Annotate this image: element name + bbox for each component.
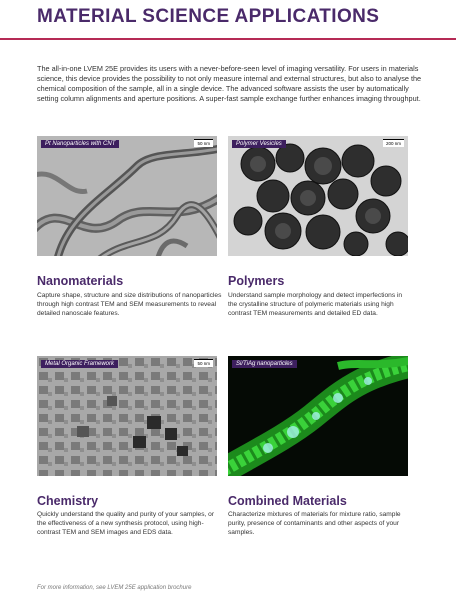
- image-tag: Polymer Vesicles: [232, 140, 286, 148]
- footer-note: For more information, see LVEM 25E application brochure: [37, 585, 192, 591]
- scale-bar: 50 nm: [194, 139, 213, 147]
- section-title-polymers: Polymers: [228, 274, 285, 288]
- section-title-combined-materials: Combined Materials: [228, 494, 347, 508]
- scale-bar: 200 nm: [383, 139, 404, 147]
- nanomaterials-image: [37, 136, 217, 256]
- section-desc-combined-materials: Characterize mixtures of materials for mixture ratio, sample purity, presence of contaminants and other aspects of your samples.: [228, 511, 401, 536]
- vesicles-micrograph: [228, 136, 408, 256]
- page-title: MATERIAL SCIENCE APPLICATIONS: [37, 6, 380, 27]
- eds-map: [228, 356, 408, 476]
- chemistry-image: [37, 356, 217, 476]
- title-divider: [0, 38, 456, 40]
- cnt-micrograph: [37, 136, 217, 256]
- mof-micrograph: [37, 356, 217, 476]
- polymers-image: [228, 136, 408, 256]
- image-tag: Metal Organic Framework: [41, 360, 118, 368]
- section-desc-nanomaterials: Capture shape, structure and size distributions of nanoparticles through high contrast TEM and SEM measurements to reveal detailed nanoscale features.: [37, 292, 222, 317]
- section-desc-chemistry: Quickly understand the quality and purity of your samples, or the effectiveness of a new synthesis protocol, using high-contrast TEM and SEM images and EDS data.: [37, 511, 215, 536]
- image-tag: Si/TiAg nanoparticles: [232, 360, 297, 368]
- section-desc-polymers: Understand sample morphology and detect imperfections in the crystalline structure of polymeric materials using high contrast TEM measurements and detailed ED data.: [228, 292, 403, 317]
- image-tag: Pt Nanoparticles with CNT: [41, 140, 119, 148]
- intro-paragraph: The all-in-one LVEM 25E provides its users with a never-before-seen level of imaging versatility. For users in materials science, this device provides the possibility to not only measure internal and external structures, but also to analyse the chemical composition of the sample, all in a single device. The advanced software assists the user by automatically setting column alignments and aperture positions. A super-fast sample exchange further enhances imaging throughput.: [37, 64, 422, 104]
- scale-bar: 50 nm: [194, 359, 213, 367]
- section-title-chemistry: Chemistry: [37, 494, 99, 508]
- combined-materials-image: [228, 356, 408, 476]
- section-title-nanomaterials: Nanomaterials: [37, 274, 124, 288]
